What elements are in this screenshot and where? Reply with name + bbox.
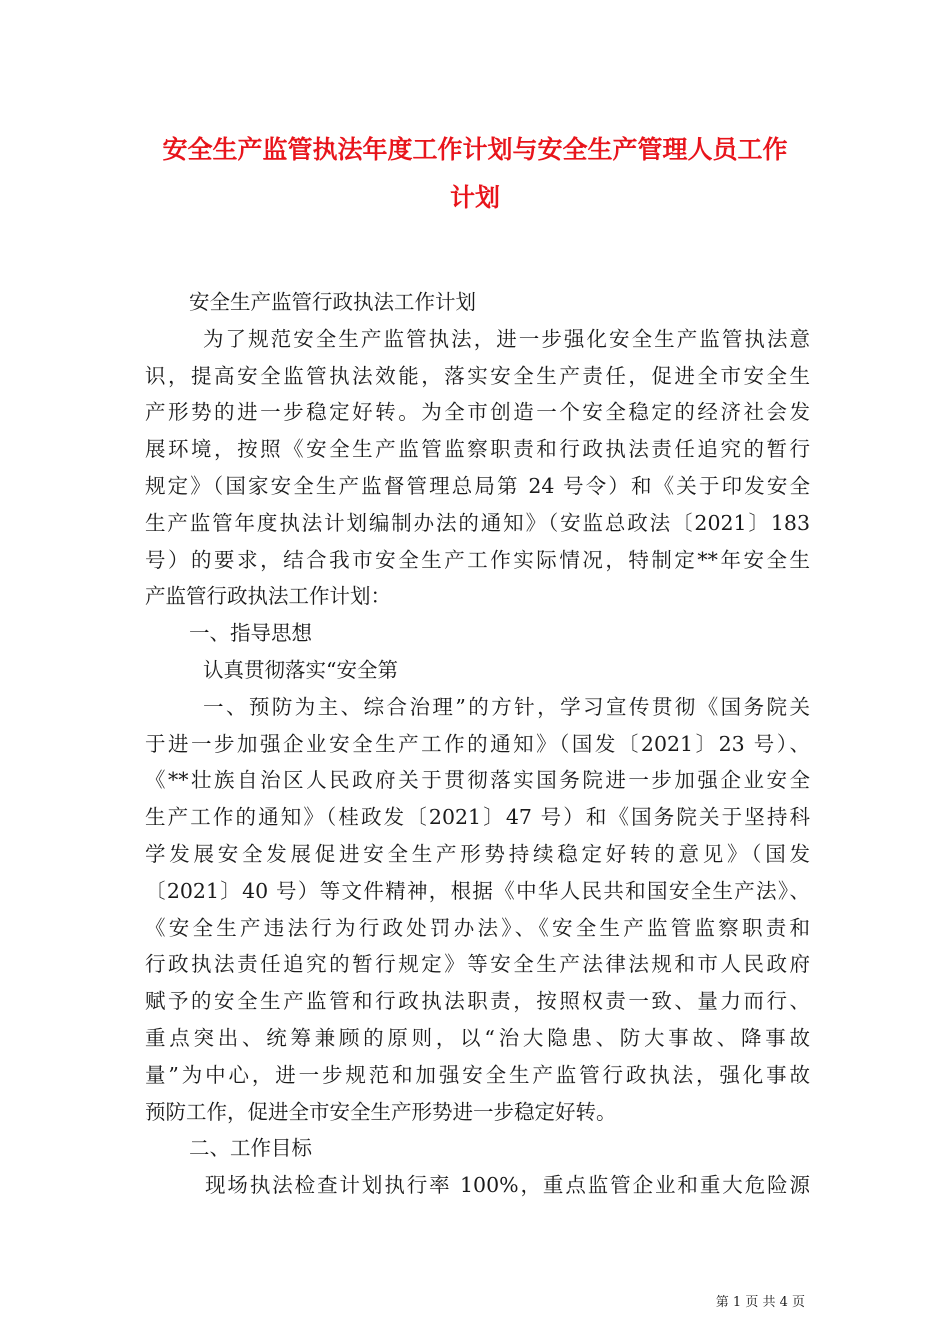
body-line: 产形势的进一步稳定好转。为全市创造一个安全稳定的经济社会发 xyxy=(145,400,810,425)
document-body xyxy=(145,287,810,1207)
body-line: 《安全生产违法行为行政处罚办法》、《安全生产监管监察职责和 xyxy=(145,915,810,940)
body-line: 〔2021〕40 号）等文件精神，根据《中华人民共和国安全生产法》、 xyxy=(145,878,810,903)
body-line: 生产工作的通知》（桂政发〔2021〕47 号）和《国务院关于坚持科 xyxy=(145,805,810,830)
body-line: 量”为中心，进一步规范和加强安全生产监管行政执法，强化事故 xyxy=(145,1062,810,1087)
document-title-line-1: 安全生产监管执法年度工作计划与安全生产管理人员工作 xyxy=(162,135,788,164)
body-line: 预防工作，促进全市安全生产形势进一步稳定好转。 xyxy=(145,1099,617,1124)
body-line: 赋予的安全生产监管和行政执法职责，按照权责一致、量力而行、 xyxy=(145,989,810,1014)
body-line: 一、预防为主、综合治理”的方针，学习宣传贯彻《国务院关 xyxy=(203,694,810,719)
body-line: 现场执法检查计划执行率 100%，重点监管企业和重大危险源 xyxy=(205,1173,810,1198)
body-line: 一、指导思想 xyxy=(189,621,312,646)
body-line: 学发展安全发展促进安全生产形势持续稳定好转的意见》（国发 xyxy=(145,841,810,866)
body-line: 《**壮族自治区人民政府关于贯彻落实国务院进一步加强企业安全 xyxy=(145,768,810,793)
page-number-footer: 第 1 页 共 4 页 xyxy=(715,1295,805,1310)
body-line: 展环境，按照《安全生产监管监察职责和行政执法责任追究的暂行 xyxy=(145,437,810,462)
body-line: 安全生产监管行政执法工作计划 xyxy=(189,290,476,314)
body-line: 认真贯彻落实“安全第 xyxy=(203,657,398,682)
document-title-line-2: 计划 xyxy=(449,183,500,212)
body-line: 重点突出、统筹兼顾的原则，以“治大隐患、防大事故、降事故 xyxy=(145,1025,810,1050)
body-line: 二、工作目标 xyxy=(189,1136,312,1161)
body-line: 规定》（国家安全生产监督管理总局第 24 号令）和《关于印发安全 xyxy=(145,473,810,498)
body-line: 识，提高安全监管执法效能，落实安全生产责任，促进全市安全生 xyxy=(145,363,810,388)
body-line: 生产监管年度执法计划编制办法的通知》（安监总政法〔2021〕183 xyxy=(145,510,810,535)
body-line: 于进一步加强企业安全生产工作的通知》（国发〔2021〕23 号）、 xyxy=(145,731,810,756)
body-line: 为了规范安全生产监管执法，进一步强化安全生产监管执法意 xyxy=(203,326,810,351)
body-line: 行政执法责任追究的暂行规定》等安全生产法律法规和市人民政府 xyxy=(145,952,810,977)
body-line: 号）的要求，结合我市安全生产工作实际情况，特制定**年安全生 xyxy=(145,547,810,572)
body-line: 产监管行政执法工作计划： xyxy=(145,584,391,609)
